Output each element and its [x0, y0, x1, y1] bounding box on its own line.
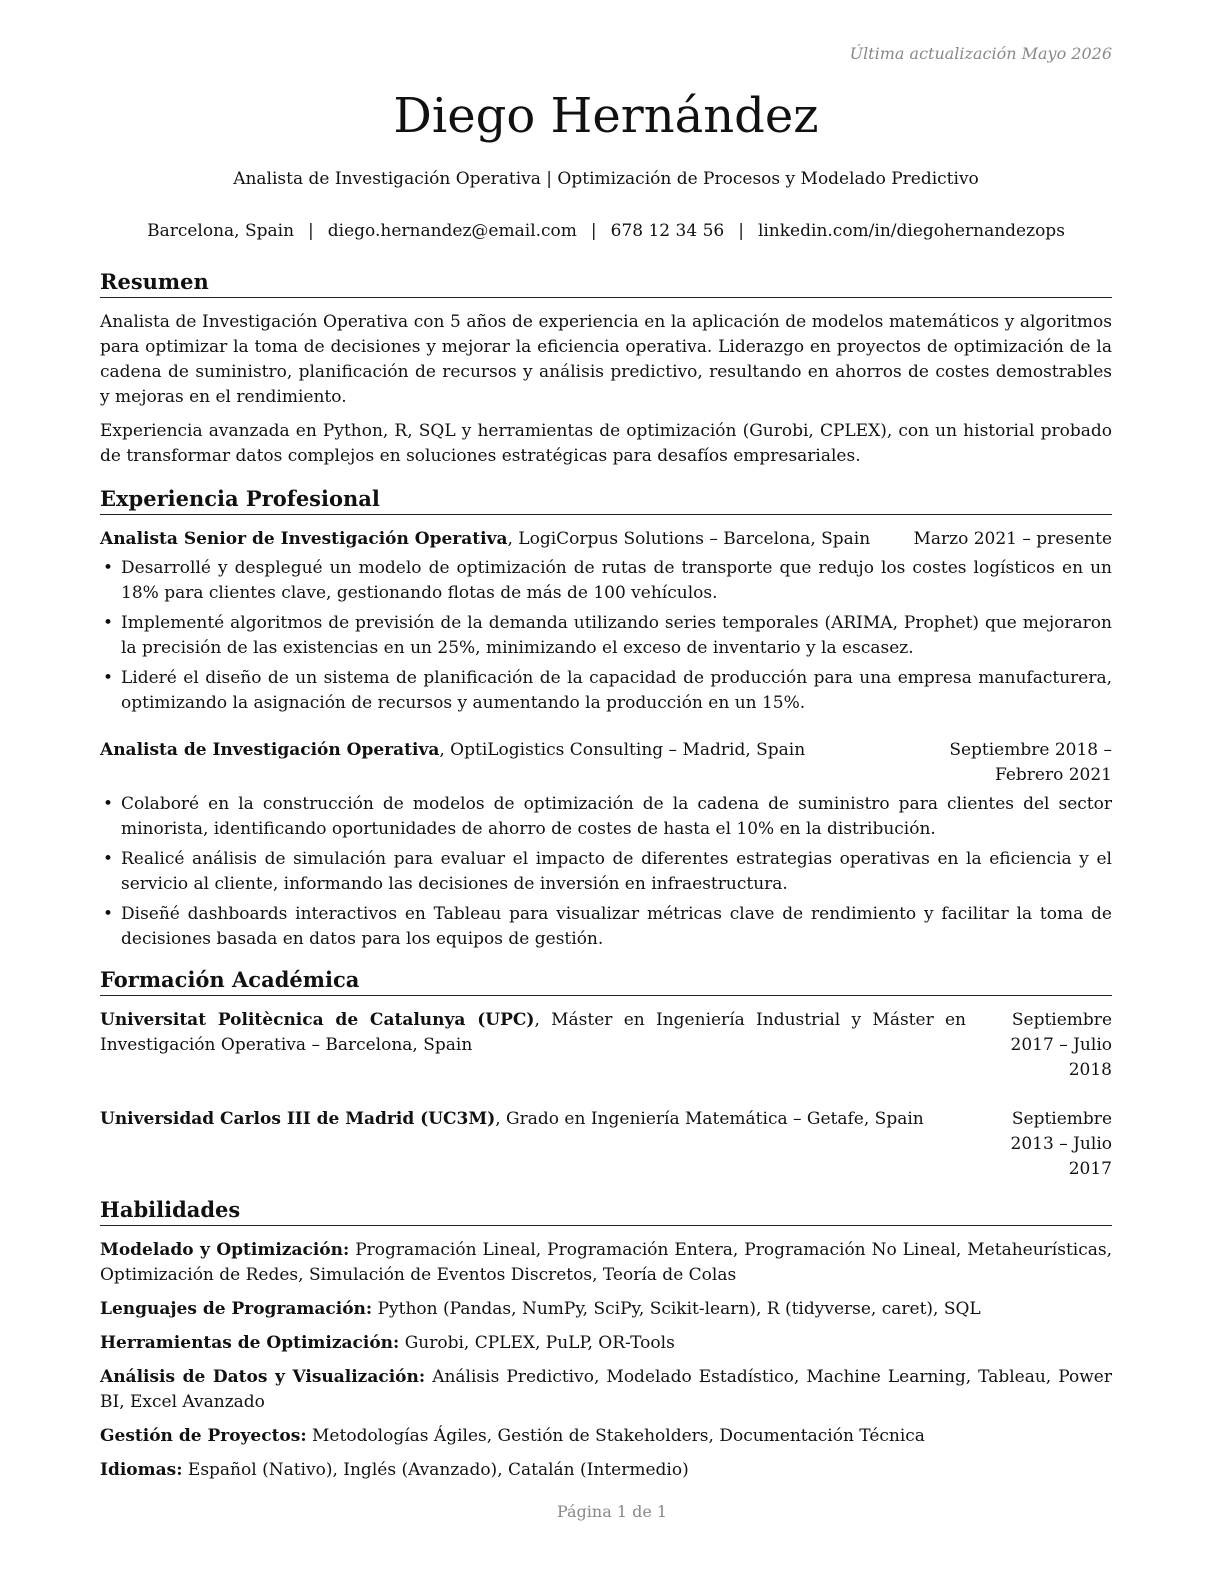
education-section — [100, 966, 1112, 1182]
skill-value: Español (Nativo), Inglés (Avanzado), Catalán (Intermedio) — [182, 1460, 689, 1480]
contact-separator: | — [590, 221, 597, 241]
skill-row — [100, 1365, 1112, 1415]
education-header — [100, 1008, 1112, 1083]
section-title: Resumen — [100, 268, 1112, 298]
skill-value: Metodologías Ágiles, Gestión de Stakeholders, Documentación Técnica — [306, 1426, 925, 1446]
summary-paragraph: Analista de Investigación Operativa con 5 años de experiencia en la aplicación de modelos matemáticos y algoritmos para optimizar la toma de decisiones y mejorar la eficiencia operativa. Liderazgo en proyectos de optimización de la cadena de suministro, planificación de recursos y análisis predictivo, resultando en ahorros de costes demostrables y mejoras en el rendimiento. — [100, 312, 1112, 407]
education-school: Universitat Politècnica de Catalunya (UPC) — [100, 1010, 535, 1030]
summary-paragraph: Experiencia avanzada en Python, R, SQL y herramientas de optimización (Gurobi, CPLEX), con un historial probado de transformar datos complejos en soluciones estratégicas para desafíos empresariales. — [100, 421, 1112, 466]
education-entry — [100, 1008, 1112, 1083]
education-dates: Septiembre 2013 – Julio 2017 — [1010, 1109, 1112, 1179]
section-title: Habilidades — [100, 1196, 1112, 1226]
list-item: • Implementé algoritmos de previsión de la demanda utilizando series temporales (ARIMA, Prophet) que mejoraron la precisión de las existencias en un 25%, minimizando el exceso de inventario y la escasez. — [100, 611, 1112, 661]
section-title: Experiencia Profesional — [100, 485, 1112, 515]
education-dates: Septiembre 2017 – Julio 2018 — [1010, 1010, 1112, 1080]
skill-label: Gestión de Proyectos: — [100, 1426, 307, 1446]
skill-label: Análisis de Datos y Visualización: — [100, 1367, 426, 1387]
education-school: Universidad Carlos III de Madrid (UC3M) — [100, 1109, 496, 1129]
list-item: • Desarrollé y desplegué un modelo de optimización de rutas de transporte que redujo los costes logísticos en un 18% para clientes clave, gestionando flotas de más de 100 vehículos. — [100, 556, 1112, 606]
job-bullets — [100, 556, 1112, 716]
skill-row — [100, 1297, 1112, 1322]
candidate-name: Diego Hernández — [393, 88, 819, 144]
experience-section — [100, 485, 1112, 952]
education-entry — [100, 1107, 1112, 1182]
skill-value: Programación Lineal, Programación Entera, Programación No Lineal, Metaheurísticas, Optimización de Redes, Simulación de Eventos Discretos, Teoría de Colas — [100, 1240, 1112, 1285]
skill-row — [100, 1238, 1112, 1288]
skill-label: Modelado y Optimización: — [100, 1240, 350, 1260]
skill-row — [100, 1458, 1112, 1483]
skill-label: Idiomas: — [100, 1460, 183, 1480]
skill-label: Lenguajes de Programación: — [100, 1299, 373, 1319]
job-title-line — [100, 527, 892, 552]
job-role: Analista Senior de Investigación Operativa — [100, 529, 508, 549]
resume-page — [100, 0, 1112, 1584]
summary-section — [100, 268, 1112, 469]
contact-linkedin[interactable]: linkedin.com/in/diegohernandezops — [757, 221, 1065, 241]
contact-line — [100, 218, 1112, 244]
headline: Analista de Investigación Operativa | Optimización de Procesos y Modelado Predictivo — [233, 169, 979, 189]
last-updated: Última actualización Mayo 2026 — [849, 44, 1112, 63]
skill-value: Gurobi, CPLEX, PuLP, OR-Tools — [399, 1333, 675, 1353]
skill-row — [100, 1424, 1112, 1449]
skill-label: Herramientas de Optimización: — [100, 1333, 400, 1353]
list-item: • Realicé análisis de simulación para evaluar el impacto de diferentes estrategias operativas en la eficiencia y el servicio al cliente, informando las decisiones de inversión en infraestructura. — [100, 847, 1112, 897]
skills-section — [100, 1196, 1112, 1483]
contact-separator: | — [308, 221, 314, 241]
page-number: Página 1 de 1 — [556, 1502, 668, 1521]
job-dates: Marzo 2021 – presente — [913, 529, 1112, 549]
list-item: • Diseñé dashboards interactivos en Tableau para visualizar métricas clave de rendimiento y facilitar la toma de decisiones basada en datos para los equipos de gestión. — [100, 902, 1112, 952]
job-entry — [100, 738, 1112, 952]
job-bullets — [100, 792, 1112, 952]
job-company: , LogiCorpus Solutions – Barcelona, Spain — [507, 529, 871, 549]
contact-location: Barcelona, Spain — [147, 221, 295, 241]
education-detail: , Grado en Ingeniería Matemática – Getafe, Spain — [495, 1109, 924, 1129]
job-header — [100, 738, 1112, 788]
list-item: • Lideré el diseño de un sistema de planificación de la capacidad de producción para una empresa manufacturera, optimizando la asignación de recursos y aumentando la producción en un 15%. — [100, 666, 1112, 716]
job-entry — [100, 527, 1112, 716]
education-header — [100, 1107, 1112, 1182]
job-company: , OptiLogistics Consulting – Madrid, Spain — [439, 740, 806, 760]
education-line — [100, 1107, 972, 1132]
job-header — [100, 527, 1112, 552]
education-detail: , Máster en Ingeniería Industrial y Máster en Investigación Operativa – Barcelona, Spain — [100, 1010, 966, 1055]
job-role: Analista de Investigación Operativa — [100, 740, 440, 760]
contact-phone: 678 12 34 56 — [610, 221, 725, 241]
skill-value: Análisis Predictivo, Modelado Estadístico, Machine Learning, Tableau, Power BI, Excel Avanzado — [100, 1367, 1112, 1412]
contact-separator: | — [738, 221, 744, 241]
job-title-line — [100, 738, 892, 763]
section-title: Formación Académica — [100, 966, 1112, 996]
list-item: • Colaboré en la construcción de modelos de optimización de la cadena de suministro para clientes del sector minorista, identificando oportunidades de ahorro de costes de hasta el 10% en la distribución. — [100, 792, 1112, 842]
skill-row — [100, 1331, 1112, 1356]
skill-value: Python (Pandas, NumPy, SciPy, Scikit-learn), R (tidyverse, caret), SQL — [372, 1299, 981, 1319]
resume-content — [100, 268, 1112, 1492]
job-dates: Septiembre 2018 – Febrero 2021 — [949, 740, 1112, 785]
education-line — [100, 1008, 972, 1058]
contact-email[interactable]: diego.hernandez@email.com — [327, 221, 577, 241]
